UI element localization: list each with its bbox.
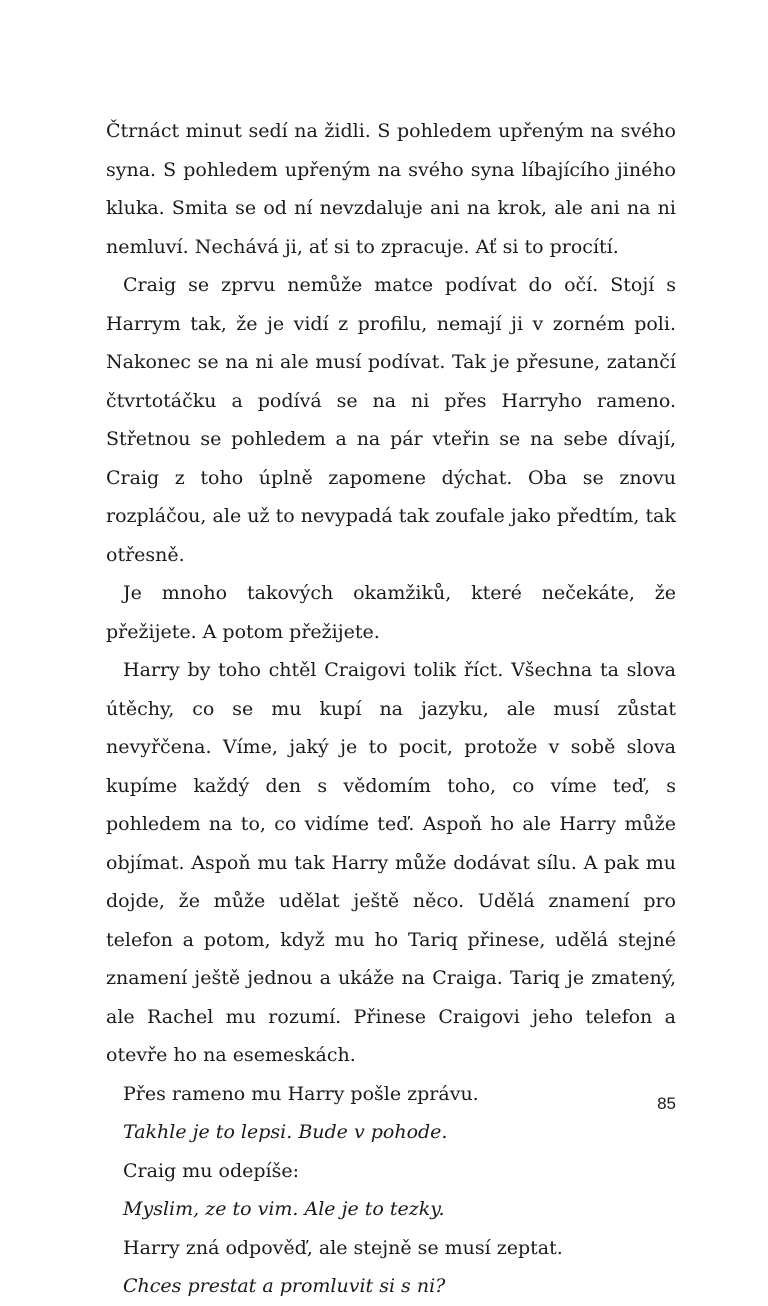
text-message-3: Chces prestat a promluvit si s ni? <box>123 1275 446 1297</box>
body-text <box>106 112 676 1306</box>
paragraph-1: Čtrnáct minut sedí na židli. S pohledem upřeným na svého syna. S pohledem upřeným na svého syna líbajícího jiného kluka. Smita se od ní nevzdaluje ani na krok, ale ani na ni nemluví. Nechává ji, ať si to zpracuje. Ať si to procítí. <box>106 120 676 258</box>
paragraph-2: Craig se zprvu nemůže matce podívat do očí. Stojí s Harrym tak, že je vidí z profilu, nemají ji v zorném poli. Nakonec se na ni ale musí podívat. Tak je přesune, zatančí čtvrtotáčku a podívá se na ni přes Harryho rameno. Střetnou se pohledem a na pár vteřin se na sebe dívají, Craig z toho úplně zapomene dýchat. Oba se znovu rozpláčou, ale už to nevypadá tak zoufale jako předtím, tak otřesně. <box>106 274 676 566</box>
paragraph-4: Harry by toho chtěl Craigovi tolik říct. Všechna ta slova útěchy, co se mu kupí na jazyku, ale musí zůstat nevyřčena. Víme, jaký je to pocit, protože v sobě slova kupíme každý den s vědomím toho, co víme teď, s pohledem na to, co vidíme teď. Aspoň ho ale Harry může objímat. Aspoň mu tak Harry může dodávat sílu. A pak mu dojde, že může udělat ještě něco. Udělá znamení pro telefon a potom, když mu ho Tariq přinese, udělá stejné znamení ještě jednou a ukáže na Craiga. Tariq je zmatený, ale Rachel mu rozumí. Přinese Craigovi jeho telefon a otevře ho na esemeskách. <box>106 659 676 1066</box>
paragraph-5: Přes rameno mu Harry pošle zprávu. <box>123 1082 479 1105</box>
paragraph-6: Craig mu odepíše: <box>123 1159 300 1182</box>
paragraph-7: Harry zná odpověď, ale stejně se musí zeptat. <box>123 1236 563 1259</box>
text-message-2: Myslim, ze to vim. Ale je to tezky. <box>123 1198 445 1220</box>
page-number: 85 <box>657 1094 676 1113</box>
text-message-1: Takhle je to lepsi. Bude v pohode. <box>123 1121 448 1143</box>
paragraph-3: Je mnoho takových okamžiků, které nečekáte, že přežijete. A potom přežijete. <box>106 582 676 643</box>
